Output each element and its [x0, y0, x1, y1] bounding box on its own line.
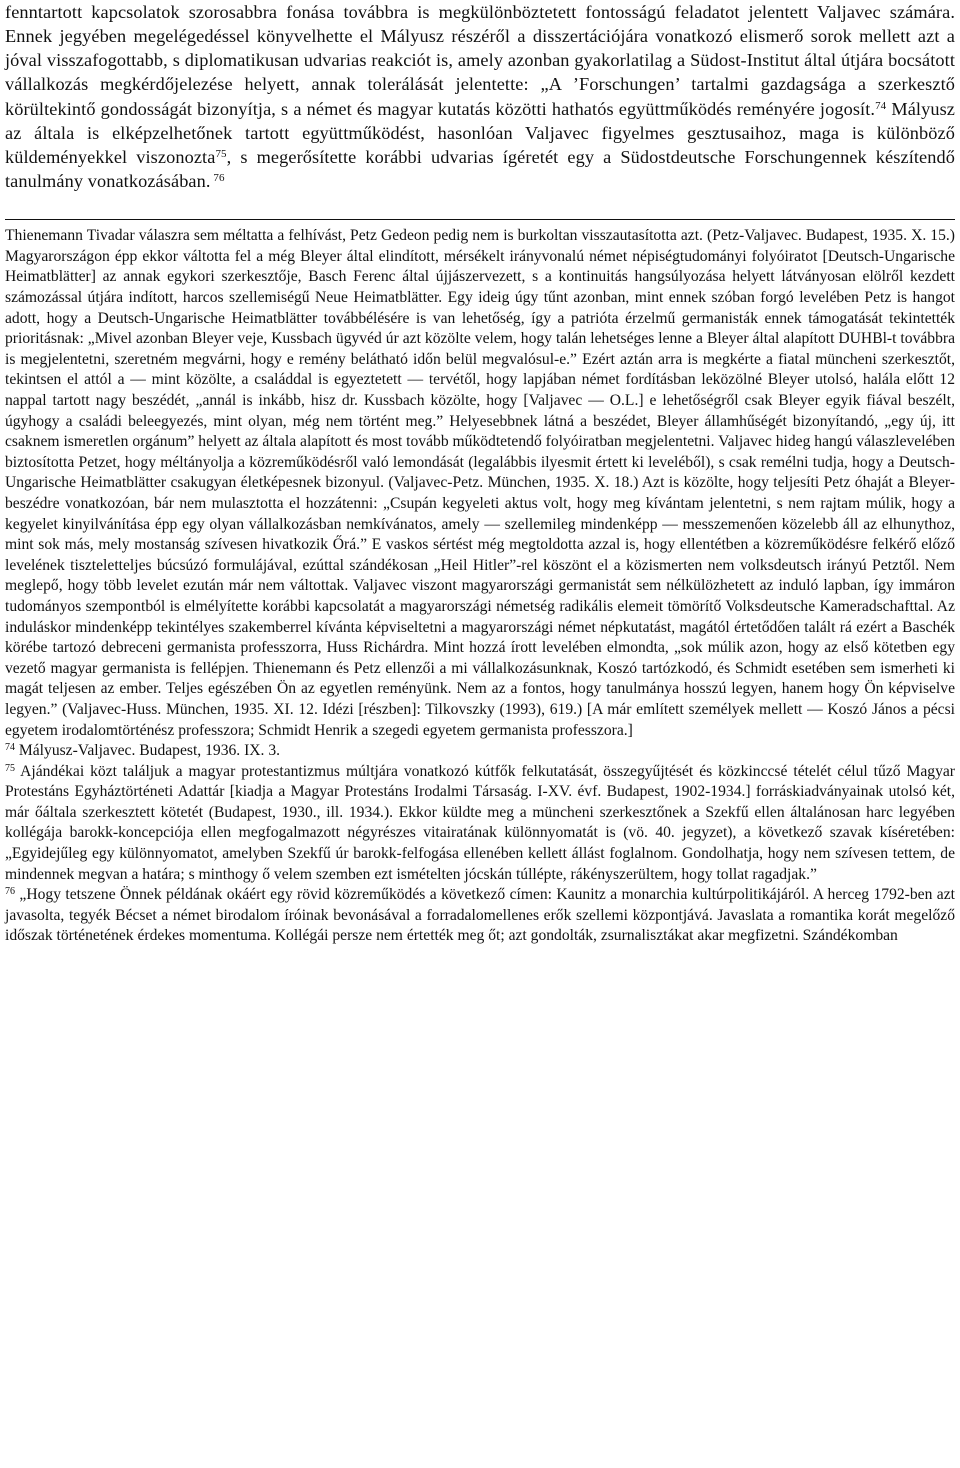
footnote-separator-rule — [5, 219, 955, 220]
footnote-74-text: Mályusz-Valjavec. Budapest, 1936. IX. 3. — [15, 742, 281, 760]
main-paragraph-continuation-2: , s megerősítette korábbi udvarias ígéretét egy a Südostdeutsche Forschungennek készítendő tanulmány vonatkozásában. — [5, 146, 955, 192]
footnote-76-text: „Hogy tetszene Önnek példának okáért egy rövid közreműködés a következő címen: Kaunitz a monarchia kultúrpolitikájáról. A herceg 1792-ben azt javasolta, tegyék Bécset a német birodalom íróinak bevonásával a forradalomellenes erők szellemi központjává. Javaslata a romantika korát megelőző időszak történetének érdekes momentuma. Kollégái persze nem értették meg őt; azt gondolták, zsurnalisztákat akar megfizetni. Szándékomban — [5, 886, 955, 945]
footnotes-section — [5, 226, 955, 947]
footnote-76-number: 76 — [5, 886, 15, 898]
document-page — [5, 0, 955, 947]
footnote-75 — [5, 762, 955, 886]
main-paragraph-continuation-1: Mályusz az általa is elképzelhetőnek tartott együttműködést, hasonlóan Valjavec figyelmes gesztusaihoz, maga is különböző küldeményekkel viszonozta — [5, 98, 955, 167]
main-body-paragraph — [5, 0, 955, 193]
footnote-74-number: 74 — [5, 742, 15, 754]
footnote-74 — [5, 741, 955, 762]
footnote-ref-75[interactable]: 75 — [215, 147, 227, 160]
footnote-73-continuation: Thienemann Tivadar válaszra sem méltatta a felhívást, Petz Gedeon pedig nem is burkoltan visszautasította azt. (Petz-Valjavec. Budapest, 1935. X. 15.) Magyarországon épp ekkor váltotta fel a még Bleyer által elindított, mérsékelt irányvonalú német népiségtudományi folyóiratot [Deutsch-Ungarische Heimatblätter] az annak egykori szerkesztője, Basch Ferenc által újjászervezett, s a kontinuitás hangsúlyozása helyett látványosan elölről kezdett számozással útjára indított, harcos szellemiségű Neue Heimatblätter. Egy ideig úgy tűnt azonban, mint ennek szóban forgó levelében Petz is hangot adott, hogy a Deutsch-Ungarische Heimatblätter továbbélésére is van lehetőség, így a patrióta érzelmű germanisták ennek támogatását tekintették prioritásnak: „Mivel azonban Bleyer veje, Kussbach ügyvéd úr azt közölte velem, hogy talán lehetséges lenne a Bleyer által alapított DUHBl-t továbbra is megjelentetni, szeretném megvárni, hogy e remény belátható időn belül megvalósul-e.” Ezért aztán arra is megkérte a fiatal müncheni szerkesztőt, tekintsen el attól a — mint közölte, a családdal is egyeztetett — tervétől, hogy lapjában német fordításban leközölné Bleyer utolsó, halála előtt 12 nappal tartott nagy beszédét, „annál is inkább, hisz dr. Kussbach közölte, hogy [Valjavec — O.L.] e lehetőségről csak Bleyer egyik fiával beszélt, úgyhogy a családi beleegyezés, mint olyan, még nem történt meg.” Helyesebbnek látná a beszédet, Bleyer államhűségét bizonyítandó, „egy új, itt csaknem ismeretlen orgánum” helyett az általa alapított és most tovább működtetendő folyóiratban megjelentetni. Valjavec hideg hangú válaszlevelében biztosította Petzet, hogy méltányolja a közreműködésről való lemondását (legalábbis ilyesmit értett ki leveléből), s csak remélni tudja, hogy a Deutsch-Ungarische Heimatblätter csakugyan életképesnek bizonyul. (Valjavec-Petz. München, 1935. X. 18.) Azt is közölte, hogy teljesíti Petz óhaját a Bleyer-beszédre vonatkozóan, bár nem mulasztotta el hozzátenni: „Csupán kegyeleti aktus volt, hogy meg kívántam jelentetni, s nem rajtam múlik, hogy a kegyelet kinyilvánítása épp egy olyan vállalkozásban nemkívánatos, amely — szellemileg mindenképp — messzemenően közelebb áll az elhunythoz, mint sok más, mely mostanság szívesen hivatkozik Őrá.” E vaskos sértést még megtoldotta azzal is, hogy ellentétben a közreműködésre felkérő előző levelének tiszteletteljes búcsúzó formulájával, ezúttal szándékosan „Heil Hitler”-rel köszönt el a közismerten nem volksdeutsch irányú Petztől. Nem meglepő, hogy több levelet ezután már nem váltottak. Valjavec viszont magyarországi germanistát sem nélkülözhetett az induló lapban, így immáron tudományos szempontból is elmélyítette korábbi kapcsolatát a magyarországi németség radikális elemeit tömörítő Volksdeutsche Kameradschafttal. Az induláskor mindenképp tekintélyes szakemberrel kívánta képviseltetni a magyarországi német népkutatást, magától értetődően talált rá ezért a Baschék körébe tartozó debreceni germanista professzorra, Huss Richárdra. Mint hozzá írott levelében elmondta, „sok múlik azon, hogy az első kötetben egy vezető magyar germanista is fellépjen. Thienemann és Petz ellenzői a mi vállalkozásunknak, Koszó tartózkodó, és Schmidt esetében sem ismerheti ki magát teljesen az ember. Teljes egészében Ön az egyetlen reményünk. Nem az a fontos, hogy tanulmánya hosszú legyen, hanem hogy Ön képviselve legyen.” (Valjavec-Huss. München, 1935. XI. 12. Idézi [részben]: Tilkovszky (1993), 619.) [A már említett személyek mellett — Koszó János a pécsi egyetem irodalomtörténész professzora; Schmidt Henrik a szegedi egyetem germanista professzora.] — [5, 227, 955, 739]
footnote-ref-74[interactable]: 74 — [875, 99, 887, 112]
main-paragraph-text: fenntartott kapcsolatok szorosabbra fonása továbbra is megkülönböztetett fontosságú feladatot jelentett Valjavec számára. Ennek jegyében megelégedéssel könyvelhette el Mályusz részéről a disszertációjára vonatkozó elismerő sorok mellett azt a jóval visszafogottabb, s diplomatikusan udvarias reakciót is, amely azonban gyakorlatilag a Südost-Institut által útjára bocsátott vállalkozás megkérdőjelezése helyett, annak tolerálását jelentette: „A ’Forschungen’ tartalmi gazdagsága a szerkesztő körültekintő gondosságát bizonyítja, s a német és magyar kutatás közötti hathatós együttműködés reményére jogosít. — [5, 2, 955, 119]
footnote-ref-76[interactable]: 76 — [210, 172, 225, 185]
footnote-75-text: Ajándékai közt találjuk a magyar protestantizmus múltjára vonatkozó kútfők felkutatását, összegyűjtését és közkinccsé tételét célul tűző Magyar Protestáns Egyháztörténeti Adattár [kiadja a Magyar Protestáns Irodalmi Társaság. I-XV. évf. Budapest, 1902-1934.] forráskiadványainak utolsó két, már őáltala szerkesztett kötetét (Budapest, 1930., ill. 1934.). Ekkor küldte meg a müncheni szerkesztőnek a Szekfű ellen általánosan harc legyében kollégája barokk-koncepciója ellen megfogalmazott négyrészes vitairatának különnyomatát is (vö. 40. jegyzet), a következő szavak kíséretében: „Egyidejűleg egy különnyomatot, amelyben Szekfű úr barokk-felfogása ellenében kellett állást foglalnom. Gondolhatja, hogy nem szívesen tettem, de mindennek megvan a határa; s minthogy ő velem szemben ezt ismételten jócskán túllépte, rákényszerültem, hogy tollat ragadjak.” — [5, 762, 955, 883]
footnote-76 — [5, 885, 955, 947]
footnote-75-number: 75 — [5, 762, 15, 774]
